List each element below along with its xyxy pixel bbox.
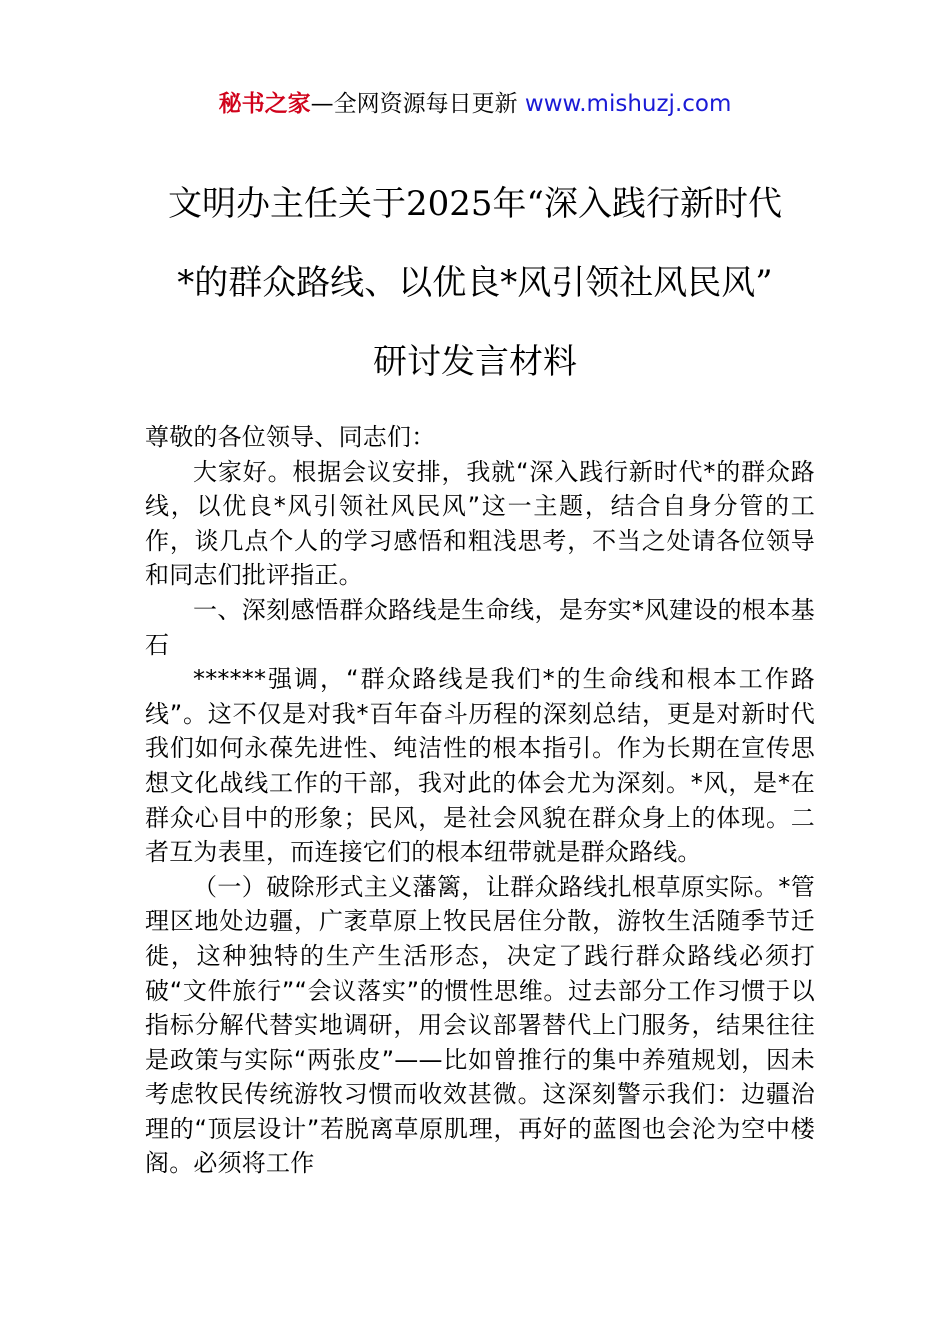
paragraph-intro: 大家好。根据会议安排，我就“深入践行新时代*的群众路线，以优良*风引领社风民风”这一主题，结合自身分管的工作，谈几点个人的学习感悟和粗浅思考，不当之处请各位领导和同志们批评指正。 [145, 457, 815, 590]
site-header [0, 86, 950, 122]
section-heading-1: 一、深刻感悟群众路线是生命线，是夯实*风建设的根本基石 [145, 595, 815, 659]
site-tagline: —全网资源每日更新 [310, 91, 525, 117]
title-line-2: *的群众路线、以优良*风引领社风民风” [177, 263, 773, 303]
site-brand: 秘书之家 [218, 91, 311, 117]
paragraph-2: ******强调，“群众路线是我们*的生命线和根本工作路线”。这不仅是对我*百年奋斗历程的深刻总结，更是对新时代我们如何永葆先进性、纯洁性的根本指引。作为长期在宣传思想文化战线工作的干部，我对此的体会尤为深刻。*风，是*在群众心目中的形象；民风，是社会风貌在群众身上的体现。二者互为表里，而连接它们的根本纽带就是群众路线。 [145, 665, 815, 867]
document-body [145, 420, 815, 1181]
title-line-3: 研讨发言材料 [373, 342, 577, 382]
salutation: 尊敬的各位领导、同志们： [145, 423, 436, 451]
title-line-1: 文明办主任关于2025年“深入践行新时代 [168, 184, 782, 224]
site-url-link[interactable]: www.mishuzj.com [524, 91, 732, 117]
document-title [100, 165, 850, 402]
paragraph-3: （一）破除形式主义藩篱，让群众路线扎根草原实际。*管理区地处边疆，广袤草原上牧民居住分散，游牧生活随季节迁徙，这种独特的生产生活形态，决定了践行群众路线必须打破“文件旅行”“会议落实”的惯性思维。过去部分工作习惯于以指标分解代替实地调研，用会议部署替代上门服务，结果往往是政策与实际“两张皮”——比如曾推行的集中养殖规划，因未考虑牧民传统游牧习惯而收效甚微。这深刻警示我们：边疆治理的“顶层设计”若脱离草原肌理，再好的蓝图也会沦为空中楼阁。必须将工作 [145, 872, 815, 1178]
